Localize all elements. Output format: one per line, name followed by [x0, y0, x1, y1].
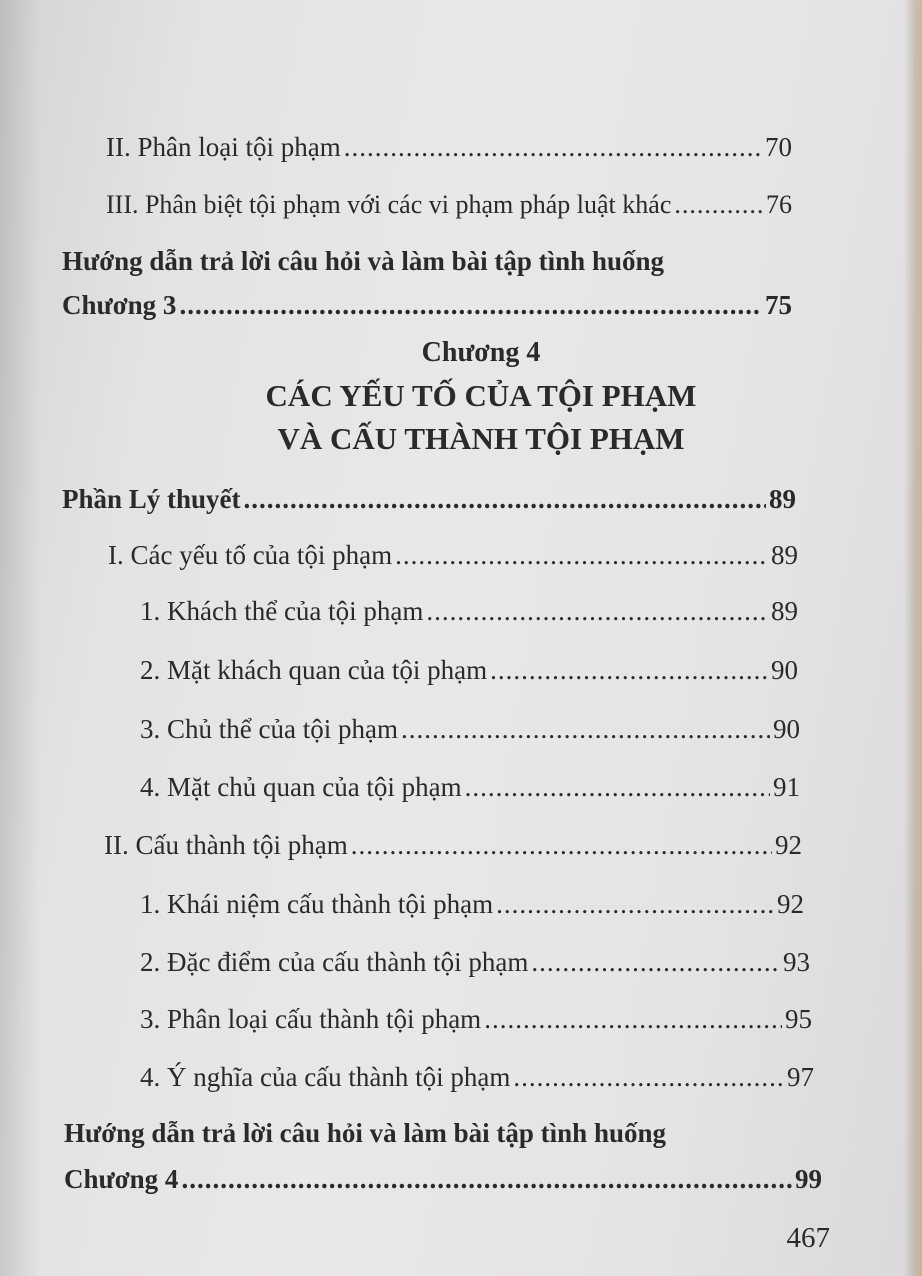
toc-entry-page: 93	[783, 947, 810, 977]
toc-entry-page: 89	[771, 596, 798, 626]
dot-leader	[351, 830, 772, 861]
toc-entry-page: 90	[773, 714, 800, 744]
dot-leader	[513, 1062, 784, 1093]
toc-entry	[108, 540, 798, 571]
toc-entry	[140, 1004, 812, 1035]
toc-entry	[62, 484, 796, 515]
dot-leader	[401, 714, 770, 745]
toc-entry-page: 89	[771, 540, 798, 570]
toc-entry-title: 2. Đặc điểm của cấu thành tội phạm	[140, 947, 529, 977]
toc-entry-title: Chương 4	[64, 1164, 179, 1194]
dot-leader	[674, 190, 763, 220]
dot-leader	[179, 290, 762, 321]
toc-entry-title: II. Phân loại tội phạm	[106, 132, 341, 162]
toc-entry	[62, 290, 792, 321]
toc-entry-title: 4. Ý nghĩa của cấu thành tội phạm	[140, 1062, 511, 1092]
dot-leader	[465, 772, 770, 803]
toc-entry-page: 89	[769, 484, 796, 514]
guide-title-line1: Hướng dẫn trả lời câu hỏi và làm bài tập tình huống	[64, 1118, 666, 1148]
page-edge	[904, 0, 922, 1276]
page-number: 467	[786, 1222, 830, 1254]
toc-entry-page: 99	[795, 1164, 822, 1194]
toc-entry-title: I. Các yếu tố của tội phạm	[108, 540, 393, 570]
toc-entry-title: Chương 3	[62, 290, 177, 320]
toc-entry	[140, 1062, 814, 1093]
toc-entry-page: 97	[787, 1062, 814, 1092]
toc-entry-page: 92	[777, 889, 804, 919]
dot-leader	[426, 596, 768, 627]
toc-entry	[140, 714, 800, 745]
chapter-title-line2: VÀ CẤU THÀNH TỘI PHẠM	[277, 421, 685, 456]
toc-entry	[64, 1164, 822, 1195]
toc-entry-page: 91	[773, 772, 800, 802]
toc-entry-title: 1. Khách thể của tội phạm	[140, 596, 424, 626]
dot-leader	[181, 1164, 792, 1195]
toc-entry-title: 1. Khái niệm cấu thành tội phạm	[140, 889, 494, 919]
toc-entry	[140, 772, 800, 803]
dot-leader	[344, 132, 762, 163]
toc-entry	[106, 190, 792, 220]
dot-leader	[496, 889, 774, 920]
toc-entry-title: 2. Mặt khách quan của tội phạm	[140, 655, 488, 685]
toc-entry-page: 75	[765, 290, 792, 320]
toc-entry-page: 90	[771, 655, 798, 685]
toc-entry-title: 3. Chủ thể của tội phạm	[140, 714, 398, 744]
toc-entry-title: III. Phân biệt tội phạm với các vi phạm pháp luật khác	[106, 190, 672, 219]
dot-leader	[490, 655, 768, 686]
toc-entry	[140, 596, 798, 627]
toc-entry-title: II. Cấu thành tội phạm	[104, 830, 348, 860]
toc-entry-title: Phần Lý thuyết	[62, 484, 241, 514]
guide-title-line1: Hướng dẫn trả lời câu hỏi và làm bài tập tình huống	[62, 246, 664, 276]
toc-entry-page: 70	[765, 132, 792, 162]
dot-leader	[244, 484, 766, 515]
toc-entry-page: 92	[775, 830, 802, 860]
toc-entry-title: 3. Phân loại cấu thành tội phạm	[140, 1004, 482, 1034]
toc-entry	[106, 132, 792, 163]
dot-leader	[484, 1004, 782, 1035]
toc-entry-page: 76	[766, 190, 792, 219]
toc-entry-title: 4. Mặt chủ quan của tội phạm	[140, 772, 462, 802]
toc-entry-page: 95	[785, 1004, 812, 1034]
toc-entry	[140, 889, 804, 920]
chapter-label: Chương 4	[421, 337, 541, 368]
toc-entry	[104, 830, 802, 861]
chapter-title-line1: CÁC YẾU TỐ CỦA TỘI PHẠM	[265, 378, 697, 413]
dot-leader	[531, 947, 780, 978]
dot-leader	[395, 540, 768, 571]
binding-shadow	[0, 0, 40, 1276]
toc-entry	[140, 655, 798, 686]
toc-entry	[140, 947, 810, 978]
